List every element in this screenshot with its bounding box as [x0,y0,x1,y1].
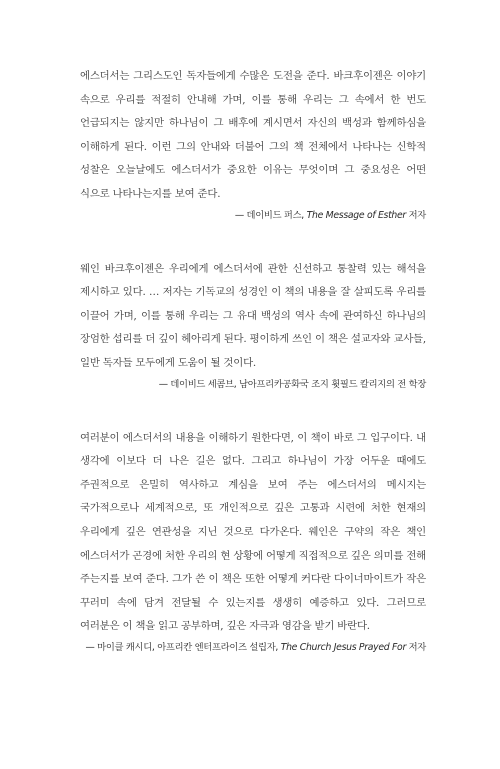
endorsement-text: 여러분이 에스더서의 내용을 이해하기 원한다면, 이 책이 바로 그 입구이다. 내 생각에 이보다 더 나은 길은 없다. 그리고 하나님이 가장 어두운 때에도 주권적으로 은밀히 역사하고 계심을 보여 주는 에스더서의 메시지는 국가적으로나 세계적으로, 또 개인적으로 깊은 고통과 시련에 처한 현재의 우리에게 깊은 연관성을 지닌 것으로 다가온다. 웨인은 구약의 작은 책인 에스더서가 곤경에 처한 우리의 현 상황에 어떻게 직접적으로 깊은 의미를 전해 주는지를 보여 준다. 그가 쓴 이 책은 또한 어떻게 커다란 다이너마이트가 작은 꾸러미 속에 담겨 전달될 수 있는지를 생생히 예증하고 있다. 그러므로 여러분은 이 책을 읽고 공부하며, 깊은 자극과 영감을 받기 바란다. [80,431,426,633]
attribution-author: — 마이클 캐시디, 아프리칸 엔터프라이즈 설립자, [85,641,281,653]
endorsement-text: 웨인 바크후이젠은 우리에게 에스더서에 관한 신선하고 통찰력 있는 해석을 제시하고 있다. … 저자는 기독교의 성경인 이 책의 내용을 잘 살피도록 우리를 이끌어 가며, 이를 통해 우리는 그 유대 백성의 역사 속에 관여하신 하나님의 장엄한 섭리를 더 깊이 헤아리게 된다. 평이하게 쓰인 이 책은 설교자와 교사들, 일반 독자들 모두에게 도움이 될 것이다. [80,262,426,369]
endorsement-attribution [80,640,426,656]
endorsement-1 [80,65,426,224]
endorsements-page [80,65,426,656]
endorsement-3 [80,427,426,656]
attribution-author: — 데이비드 세콤브, 남아프리카공화국 조지 휫필드 칼리지의 전 학장 [158,378,426,390]
attribution-role: 저자 [405,641,426,653]
attribution-book-title: The Church Jesus Prayed For [280,641,406,653]
endorsement-text: 에스더서는 그리스도인 독자들에게 수많은 도전을 준다. 바크후이젠은 이야기 속으로 우리를 적절히 안내해 가며, 이를 통해 우리는 그 속에서 한 번도 언급되지는 않지만 하나님이 그 배후에 계시면서 자신의 백성과 함께하심을 이해하게 된다. 이런 그의 안내와 더불어 그의 책 전체에서 나타나는 신학적 성찰은 오늘날에도 에스더서가 중요한 이유는 무엇이며 그 중요성은 어떤 식으로 나타나는지를 보여 준다. [80,70,426,200]
attribution-author: — 데이비드 퍼스, [234,209,307,221]
endorsement-attribution [80,208,426,224]
endorsement-attribution [80,377,426,393]
attribution-role: 저자 [405,209,426,221]
endorsement-2 [80,258,426,393]
attribution-book-title: The Message of Esther [306,209,406,221]
